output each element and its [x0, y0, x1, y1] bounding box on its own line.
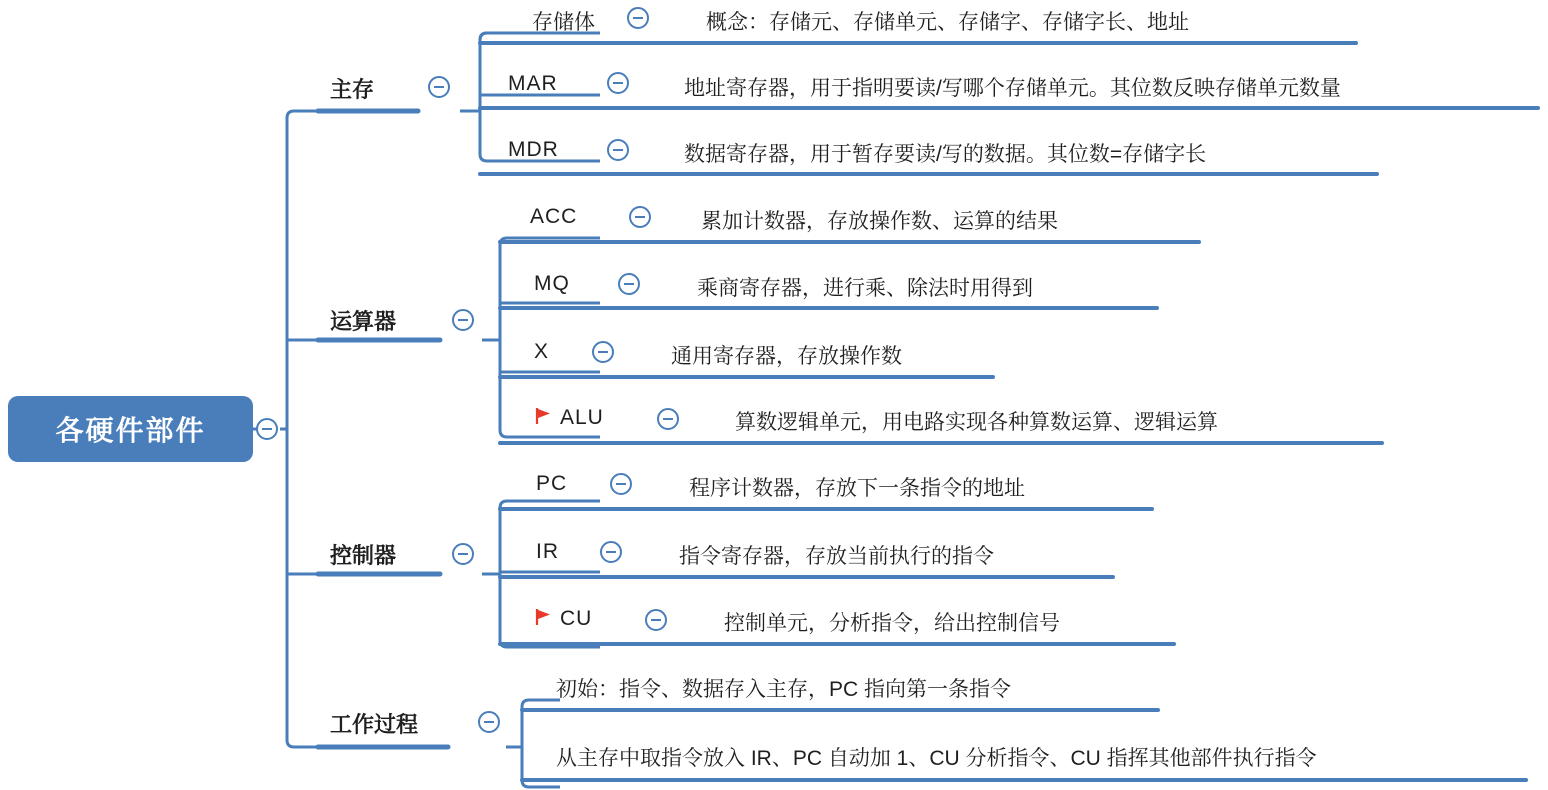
- leaf-underline-2-0: [498, 507, 1154, 511]
- collapse-toggle-branch-3[interactable]: [478, 711, 500, 733]
- leaf-desc-0-0: 概念：存储元、存储单元、存储字、存储字长、地址: [706, 11, 1189, 34]
- leaf-underline-0-2: [478, 172, 1379, 176]
- leaf-underline-0-1: [478, 106, 1540, 110]
- leaf-title-2-2: CU: [560, 607, 593, 630]
- collapse-toggle-1-2[interactable]: [592, 341, 614, 363]
- leaf-desc-0-2: 数据寄存器，用于暂存要读/写的数据。其位数=存储字长: [684, 143, 1207, 166]
- leaf-desc-2-0: 程序计数器，存放下一条指令的地址: [689, 477, 1025, 500]
- leaf-desc-1-0: 累加计数器，存放操作数、运算的结果: [701, 210, 1058, 233]
- collapse-toggle-1-1[interactable]: [618, 273, 640, 295]
- leaf-underline-2-1: [498, 575, 1115, 579]
- leaf-title-1-1: MQ: [534, 272, 570, 295]
- leaf-underline-3-0: [520, 708, 1160, 712]
- leaf-title-0-0: 存储体: [532, 11, 595, 34]
- flag-icon: [534, 608, 552, 626]
- collapse-toggle-branch-1[interactable]: [452, 309, 474, 331]
- leaf-desc-2-1: 指令寄存器，存放当前执行的指令: [679, 545, 994, 568]
- collapse-toggle-1-3[interactable]: [657, 408, 679, 430]
- leaf-desc-3-0: 初始：指令、数据存入主存，PC 指向第一条指令: [556, 678, 1012, 701]
- leaf-underline-2-2: [498, 642, 1176, 646]
- branch-label-work-process: 工作过程: [330, 712, 419, 737]
- leaf-title-1-2: X: [534, 340, 550, 363]
- leaf-underline-1-3: [498, 441, 1384, 445]
- leaf-desc-1-3: 算数逻辑单元，用电路实现各种算数运算、逻辑运算: [735, 411, 1218, 434]
- leaf-title-2-1: IR: [536, 540, 559, 563]
- leaf-desc-0-1: 地址寄存器，用于指明要读/写哪个存储单元。其位数反映存储单元数量: [684, 77, 1341, 100]
- leaf-title-2-0: PC: [536, 472, 568, 495]
- collapse-toggle-1-0[interactable]: [629, 206, 651, 228]
- leaf-underline-1-2: [498, 375, 995, 379]
- branch-label-alu-unit: 运算器: [330, 309, 397, 334]
- root-node[interactable]: [8, 396, 253, 462]
- leaf-underline-1-0: [498, 240, 1201, 244]
- collapse-toggle-2-2[interactable]: [645, 609, 667, 631]
- leaf-desc-3-1: 从主存中取指令放入 IR、PC 自动加 1、CU 分析指令、CU 指挥其他部件执行指令: [556, 747, 1317, 770]
- leaf-desc-1-1: 乘商寄存器，进行乘、除法时用得到: [697, 277, 1033, 300]
- leaf-title-0-1: MAR: [508, 72, 558, 95]
- leaf-desc-2-2: 控制单元，分析指令，给出控制信号: [724, 612, 1060, 635]
- collapse-toggle-branch-0[interactable]: [428, 76, 450, 98]
- leaf-underline-1-1: [498, 306, 1159, 310]
- collapse-toggle-branch-2[interactable]: [452, 543, 474, 565]
- collapse-toggle-2-1[interactable]: [600, 541, 622, 563]
- leaf-desc-1-2: 通用寄存器，存放操作数: [671, 345, 902, 368]
- leaf-underline-0-0: [478, 41, 1358, 45]
- collapse-toggle-0-2[interactable]: [607, 139, 629, 161]
- root-label: 各硬件部件: [55, 415, 206, 446]
- collapse-toggle-0-1[interactable]: [607, 72, 629, 94]
- flag-icon: [534, 407, 552, 425]
- collapse-toggle-0-0[interactable]: [627, 7, 649, 29]
- leaf-title-0-2: MDR: [508, 138, 559, 161]
- collapse-toggle-root[interactable]: [256, 418, 278, 440]
- leaf-title-1-3: ALU: [560, 406, 604, 429]
- branch-label-controller: 控制器: [330, 543, 397, 568]
- collapse-toggle-2-0[interactable]: [610, 473, 632, 495]
- branch-label-main-memory: 主存: [330, 77, 375, 102]
- leaf-underline-3-1: [520, 778, 1528, 782]
- leaf-title-1-0: ACC: [530, 205, 578, 228]
